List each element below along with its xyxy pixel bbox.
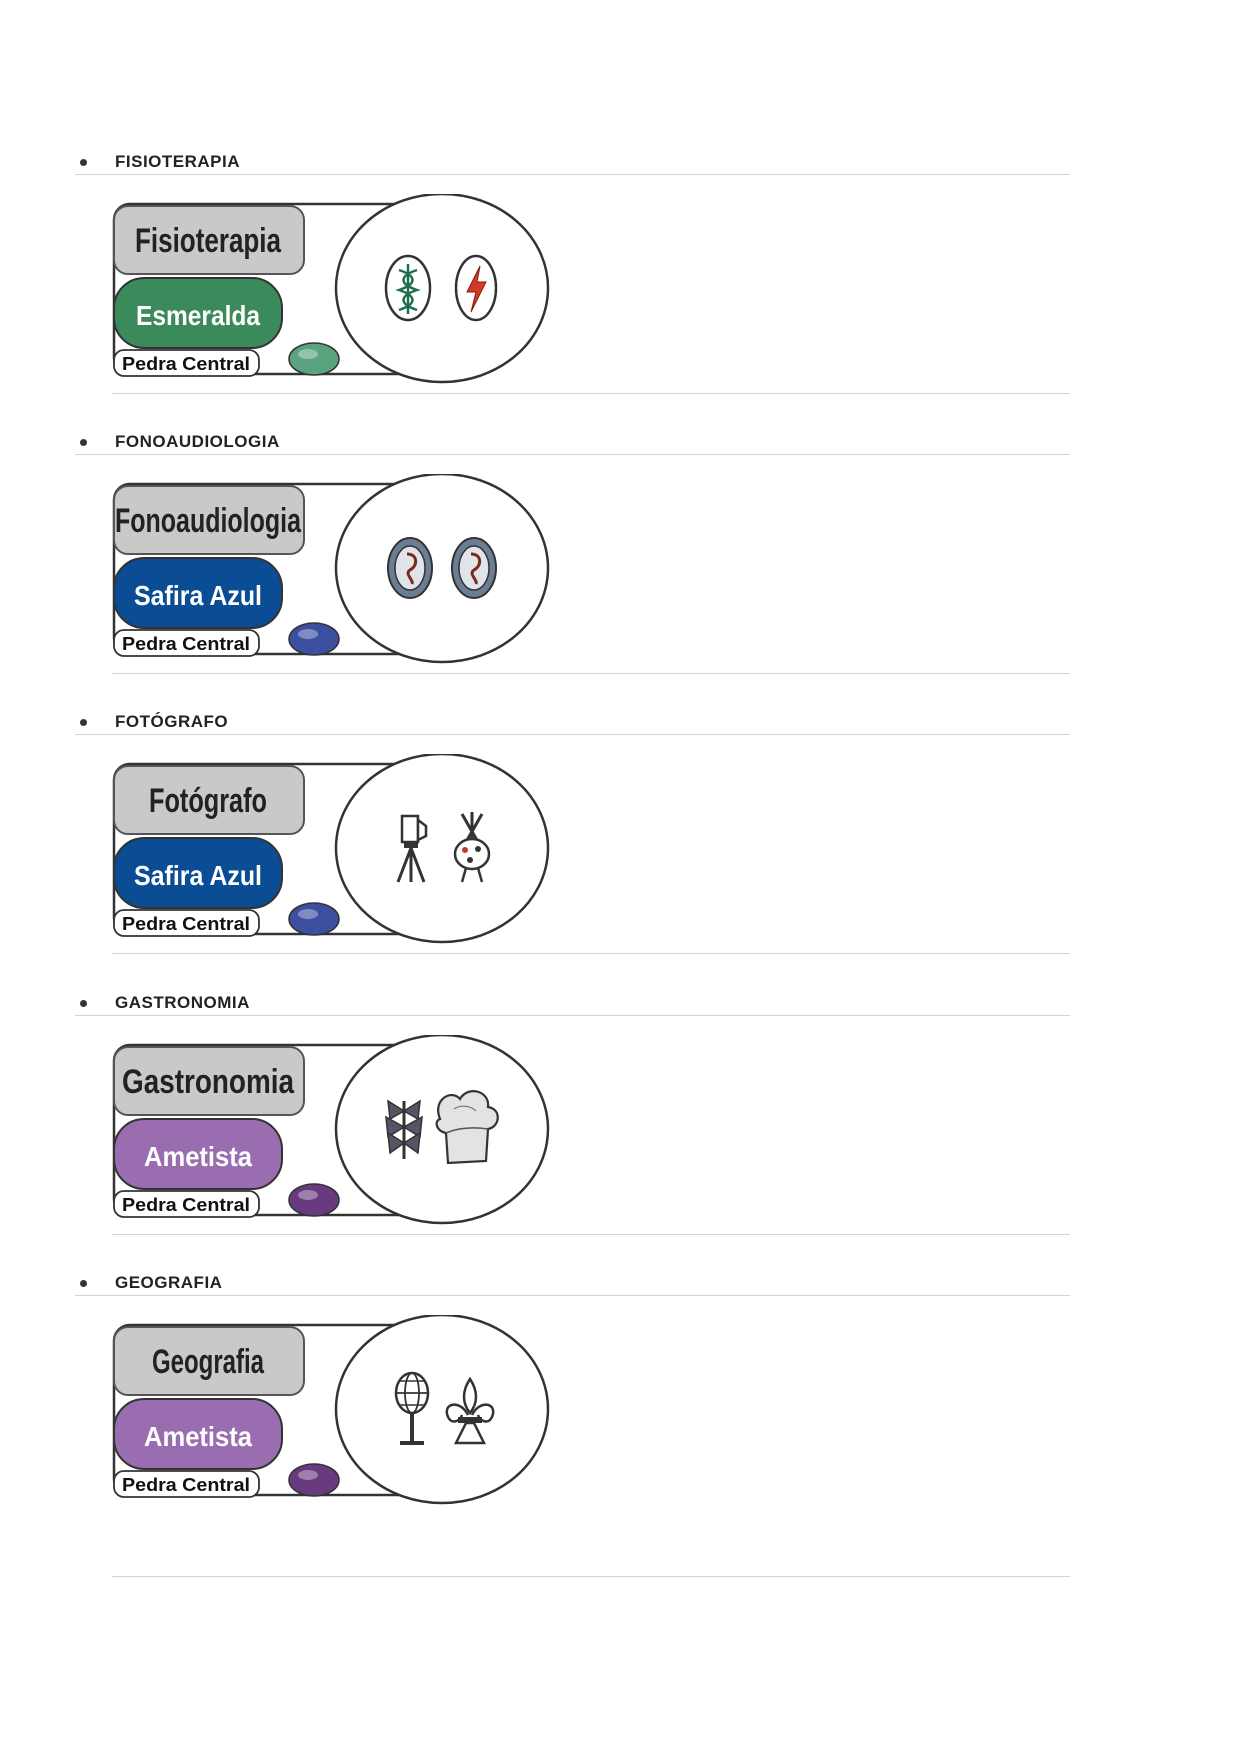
- heading-divider: [75, 174, 1070, 175]
- bullet-icon: [80, 1000, 87, 1007]
- gemstone-icon: [289, 903, 339, 935]
- emblem-circle: [336, 754, 548, 942]
- gemstone-icon: [289, 1184, 339, 1216]
- speech-emblem-icon: [388, 538, 432, 598]
- stone-name: Ametista: [144, 1141, 253, 1172]
- bullet-icon: [80, 1280, 87, 1287]
- pedra-central-label: Pedra Central: [122, 354, 250, 374]
- heading-divider: [75, 1295, 1070, 1296]
- heading-divider: [75, 1015, 1070, 1016]
- section-gastronomia: [0, 993, 1240, 1273]
- heading-divider: [75, 734, 1070, 735]
- pedra-central-label: Pedra Central: [122, 1475, 250, 1495]
- course-title: Fisioterapia: [135, 222, 282, 260]
- course-badge: [112, 754, 552, 946]
- bullet-icon: [80, 159, 87, 166]
- stone-name: Safira Azul: [134, 860, 262, 891]
- section-divider: [112, 953, 1070, 954]
- section-fisioterapia: [0, 152, 1240, 432]
- section-fotografo: [0, 712, 1240, 992]
- page-bottom-divider: [112, 1576, 1070, 1577]
- stone-name: Esmeralda: [136, 300, 261, 331]
- section-divider: [112, 1234, 1070, 1235]
- section-heading-row: [75, 712, 1070, 734]
- section-fonoaudiologia: [0, 432, 1240, 712]
- course-title: Gastronomia: [122, 1063, 295, 1101]
- heading-divider: [75, 454, 1070, 455]
- course-badge: [112, 1315, 552, 1507]
- caduceus-icon: [386, 256, 430, 320]
- course-title: Fotógrafo: [149, 782, 267, 820]
- gemstone-icon: [289, 343, 339, 375]
- section-heading: GASTRONOMIA: [115, 993, 250, 1012]
- section-heading: FISIOTERAPIA: [115, 152, 241, 171]
- section-geografia: [0, 1273, 1240, 1553]
- pedra-central-label: Pedra Central: [122, 1195, 250, 1215]
- speech-emblem-icon: [452, 538, 496, 598]
- bullet-icon: [80, 719, 87, 726]
- section-divider: [112, 673, 1070, 674]
- lightning-bolt-icon: [456, 256, 496, 320]
- gemstone-icon: [289, 623, 339, 655]
- section-heading: FOTÓGRAFO: [115, 712, 229, 731]
- pedra-central-label: Pedra Central: [122, 914, 250, 934]
- section-heading: GEOGRAFIA: [115, 1273, 223, 1292]
- course-title: Geografia: [152, 1343, 265, 1381]
- emblem-circle: [336, 474, 548, 662]
- emblem-circle: [336, 1315, 548, 1503]
- section-heading: FONOAUDIOLOGIA: [115, 432, 280, 451]
- section-heading-row: [75, 1273, 1070, 1295]
- emblem-circle: [336, 194, 548, 382]
- section-divider: [112, 393, 1070, 394]
- stone-name: Safira Azul: [134, 580, 262, 611]
- course-badge: [112, 1035, 552, 1227]
- course-badge: [112, 194, 552, 386]
- pedra-central-label: Pedra Central: [122, 634, 250, 654]
- course-badge: [112, 474, 552, 666]
- section-heading-row: [75, 993, 1070, 1015]
- course-title: Fonoaudiologia: [115, 502, 302, 540]
- gemstone-icon: [289, 1464, 339, 1496]
- wheat-icon: [386, 1101, 422, 1159]
- section-heading-row: [75, 432, 1070, 454]
- section-heading-row: [75, 152, 1070, 174]
- bullet-icon: [80, 439, 87, 446]
- stone-name: Ametista: [144, 1421, 253, 1452]
